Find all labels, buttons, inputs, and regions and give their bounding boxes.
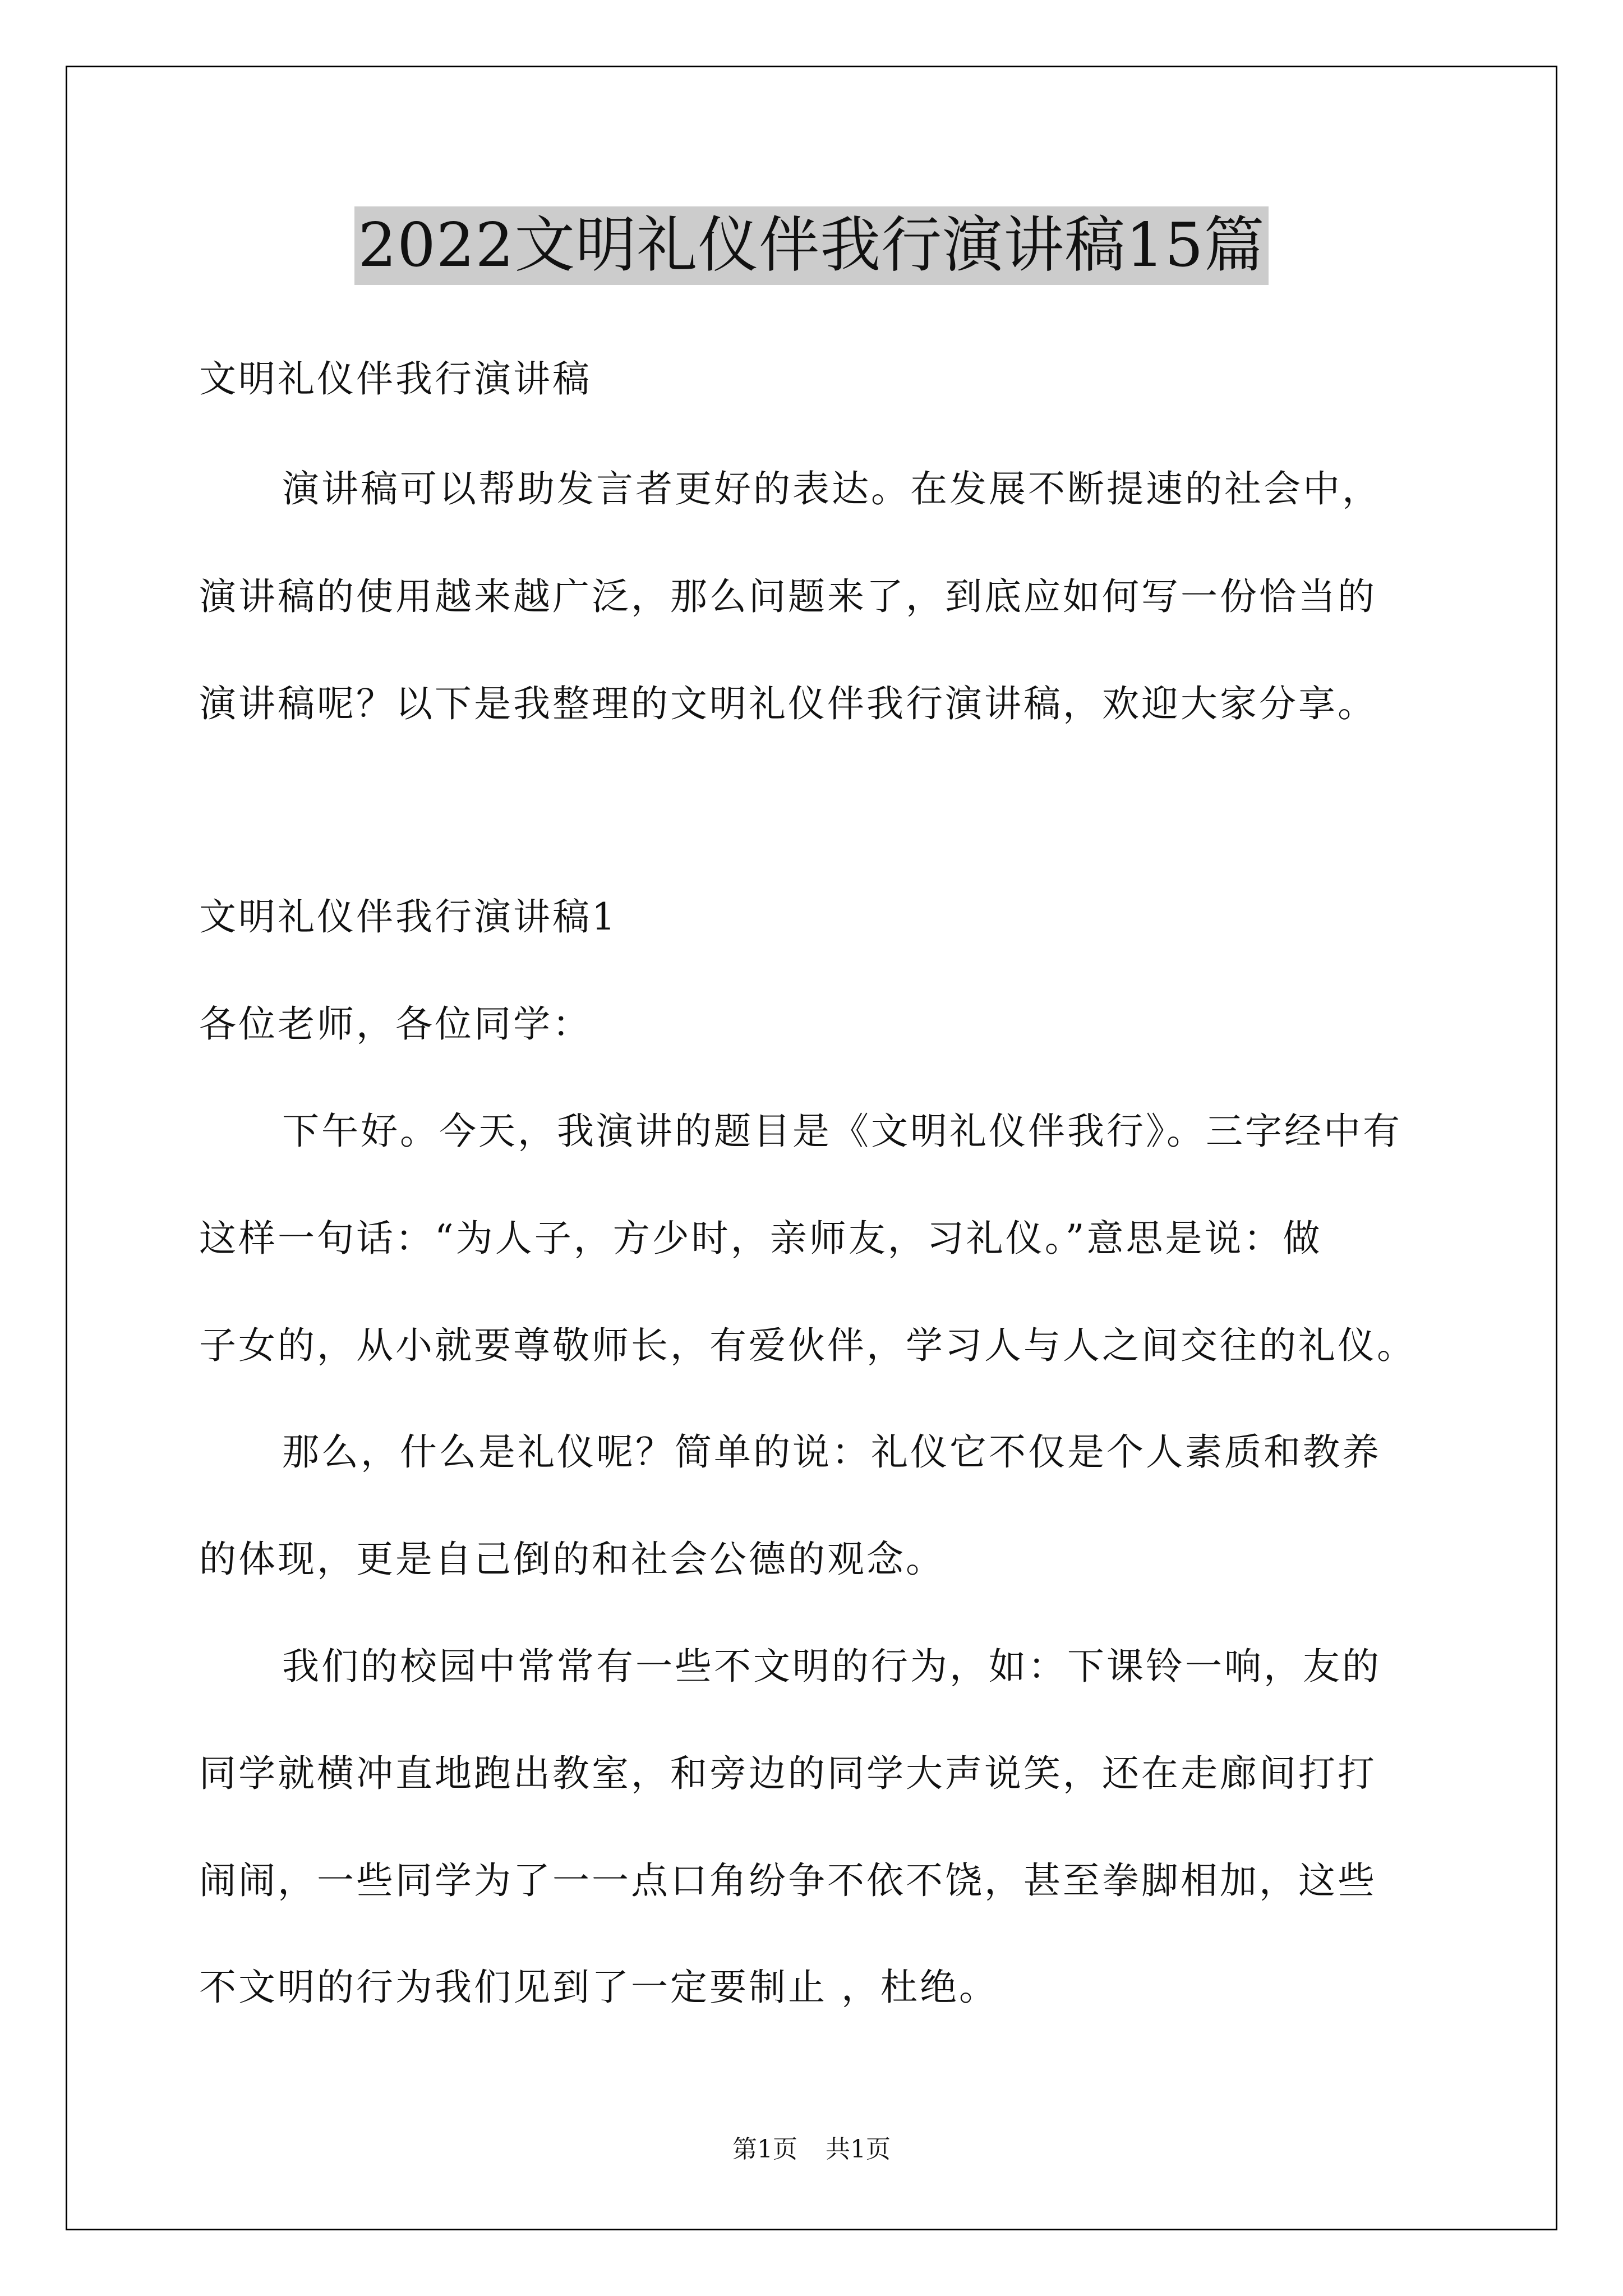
title-block: [0, 206, 1623, 285]
paragraph-line: 演讲稿可以帮助发言者更好的表达。在发展不断提速的社会中，: [282, 467, 1381, 510]
paragraph-line: 这样一句话：“为人子，方少时，亲师友，习礼仪。”意思是说：做: [199, 1217, 1322, 1260]
section-heading: 文明礼仪伴我行演讲稿1: [199, 895, 617, 938]
paragraph-line: 我们的校园中常常有一些不文明的行为，如：下课铃一响，友的: [282, 1645, 1381, 1688]
paragraph-line: 下午好。今天，我演讲的题目是《文明礼仪伴我行》。三字经中有: [282, 1110, 1402, 1153]
page-total: 共1页: [826, 2135, 891, 2164]
paragraph-line: 那么，什么是礼仪呢？简单的说：礼仪它不仅是个人素质和教养: [282, 1430, 1381, 1474]
paragraph-line: 演讲稿呢？以下是我整理的文明礼仪伴我行演讲稿，欢迎大家分享。: [199, 682, 1377, 725]
page-number: 第1页: [732, 2135, 797, 2164]
document-title: 2022文明礼仪伴我行演讲稿15篇: [354, 206, 1268, 285]
paragraph-line: 子女的，从小就要尊敬师长，有爱伙伴，学习人与人之间交往的礼仪。: [199, 1324, 1416, 1367]
page-footer: [0, 2134, 1623, 2165]
paragraph-line: 的体现，更是自己倒的和社会公德的观念。: [199, 1538, 945, 1581]
paragraph-line: 不文明的行为我们见到了一定要制止 ，杜绝。: [199, 1966, 998, 2009]
paragraph-line: 演讲稿的使用越来越广泛，那么问题来了，到底应如何写一份恰当的: [199, 575, 1377, 618]
section-heading: 文明礼仪伴我行演讲稿: [199, 357, 592, 401]
salutation: 各位老师，各位同学：: [199, 1002, 592, 1046]
paragraph-line: 同学就横冲直地跑出教室，和旁边的同学大声说笑，还在走廊间打打: [199, 1752, 1377, 1795]
paragraph-line: 闹闹，一些同学为了一一点口角纷争不依不饶，甚至拳脚相加，这些: [199, 1859, 1377, 1902]
